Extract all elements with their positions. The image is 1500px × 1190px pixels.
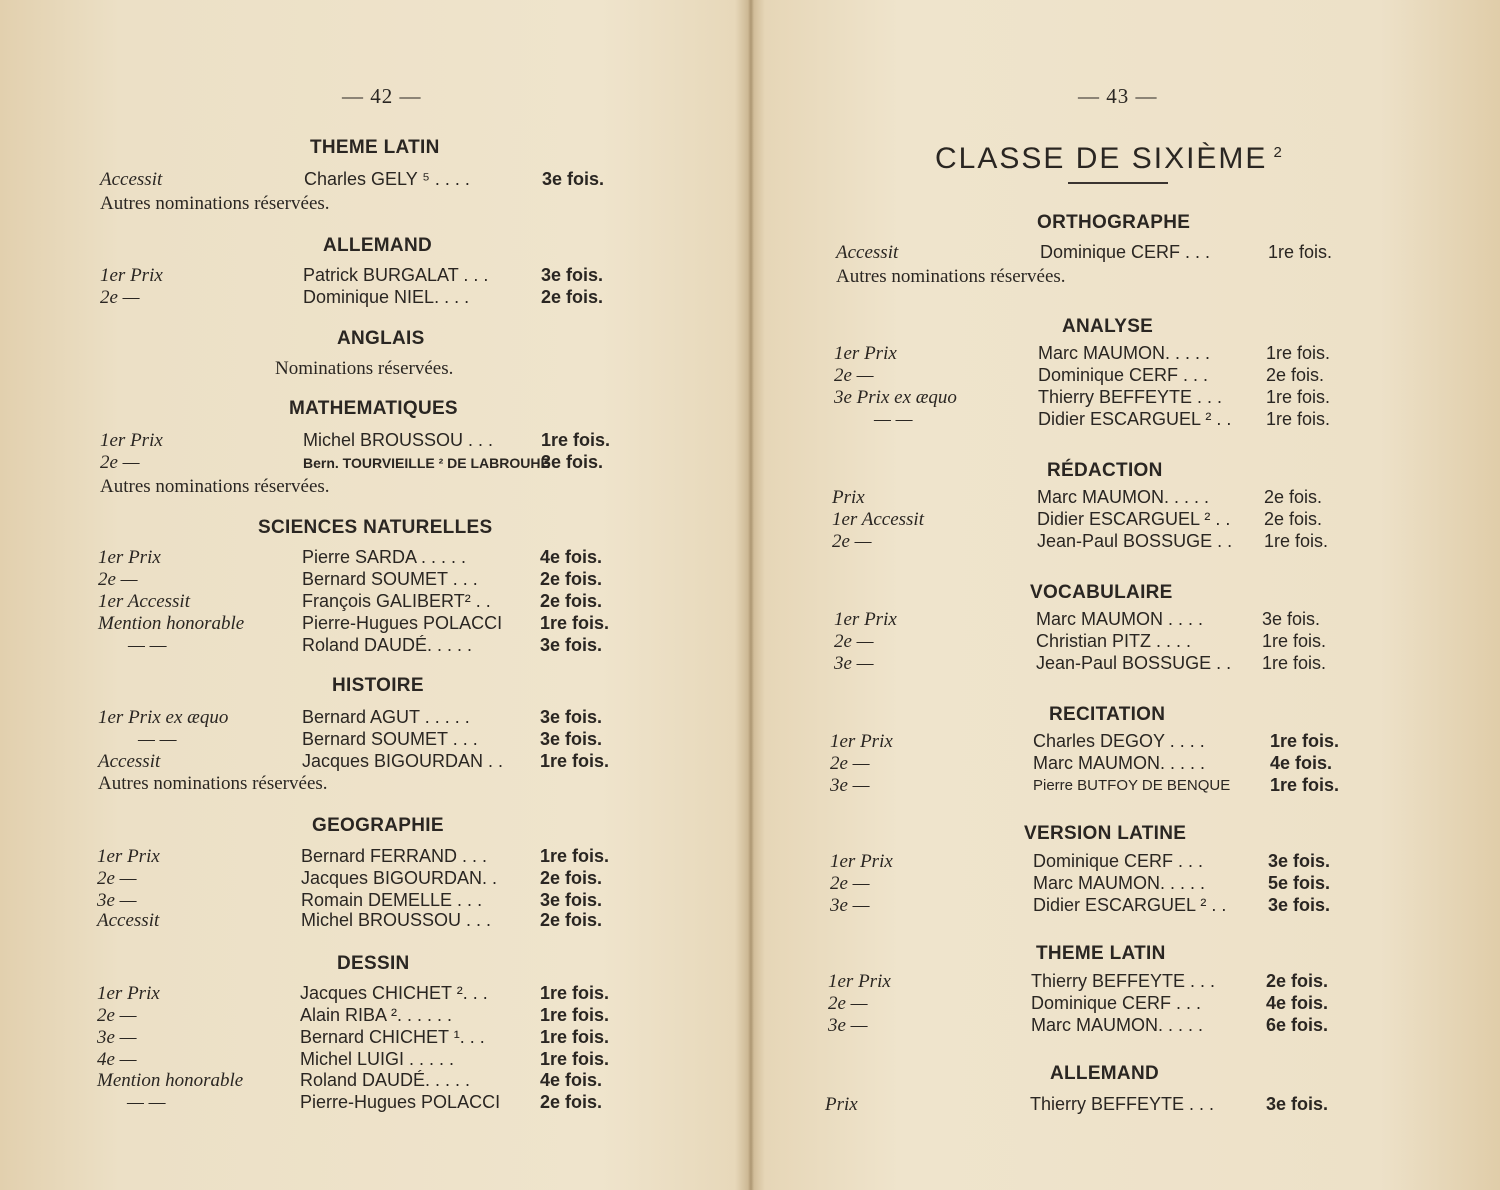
award-label: 1er Prix (98, 547, 161, 568)
award-count: 1re fois. (540, 1027, 610, 1047)
student-name: Marc MAUMON. . . . . (1033, 873, 1206, 893)
award-count: 3e fois. (540, 635, 603, 655)
award-label: 1er Prix (100, 430, 163, 451)
award-label: 2e — (97, 1005, 137, 1026)
award-count: 5e fois. (1268, 873, 1331, 893)
page-number: — 42 — (342, 84, 422, 108)
award-label: 2e — (830, 753, 870, 774)
student-name: Thierry BEFFEYTE . . . (1038, 387, 1223, 407)
student-name: Dominique NIEL. . . . (303, 287, 470, 307)
award-count: 3e fois. (540, 890, 603, 910)
award-count: 4e fois. (1270, 753, 1333, 773)
award-count: 3e fois. (540, 729, 603, 749)
student-name: Christian PITZ . . . . (1036, 631, 1192, 651)
section-heading: ALLEMAND (1050, 1063, 1159, 1084)
award-label: 2e — (828, 993, 868, 1014)
award-count: 1re fois. (1266, 387, 1331, 407)
award-count: 1re fois. (1264, 531, 1329, 551)
student-name: Jacques BIGOURDAN. . (301, 868, 498, 888)
student-name: Pierre BUTFOY DE BENQUE (1033, 777, 1231, 794)
award-count: 4e fois. (1266, 993, 1329, 1013)
student-name: Michel LUIGI . . . . . (300, 1049, 455, 1069)
award-label: 2e — (97, 868, 137, 889)
award-count: 2e fois. (540, 569, 603, 589)
page-number: — 43 — (1078, 84, 1158, 108)
section-note: Nominations réservées. (275, 358, 454, 379)
student-name: Michel BROUSSOU . . . (303, 430, 494, 450)
section-heading: MATHEMATIQUES (289, 398, 458, 419)
student-name: Didier ESCARGUEL ² . . (1038, 409, 1232, 429)
student-name: Pierre SARDA . . . . . (302, 547, 467, 567)
award-label: 1er Prix (834, 609, 897, 630)
student-name: Roland DAUDÉ. . . . . (300, 1070, 471, 1090)
student-name: Jacques CHICHET ². . . (300, 983, 488, 1003)
award-label: 1er Prix (830, 731, 893, 752)
award-label: 1er Prix (830, 851, 893, 872)
award-count: 2e fois. (1266, 971, 1329, 991)
student-name: Roland DAUDÉ. . . . . (302, 635, 473, 655)
student-name: Bernard FERRAND . . . (301, 846, 488, 866)
award-count: 1re fois. (540, 1005, 610, 1025)
page-title-text: CLASSE DE SIXIÈME (935, 142, 1268, 175)
award-label: Accessit (98, 751, 161, 772)
award-count: 4e fois. (540, 547, 603, 567)
section-note: Autres nominations réservées. (100, 193, 330, 214)
section-note: Autres nominations réservées. (100, 476, 330, 497)
section-heading: SCIENCES NATURELLES (258, 517, 493, 538)
award-count: 3e fois. (541, 452, 604, 472)
section-note: Autres nominations réservées. (836, 266, 1066, 287)
award-count: 2e fois. (540, 591, 603, 611)
award-label: 3e — (97, 890, 137, 911)
student-name: Patrick BURGALAT . . . (303, 265, 489, 285)
award-label: 3e — (97, 1027, 137, 1048)
award-label: Accessit (100, 169, 163, 190)
award-count: 1re fois. (1262, 631, 1327, 651)
section-heading: ANGLAIS (337, 328, 425, 349)
student-name: Marc MAUMON. . . . . (1033, 753, 1206, 773)
award-count: 1re fois. (540, 613, 610, 633)
student-name: Dominique CERF . . . (1033, 851, 1204, 871)
student-name: Thierry BEFFEYTE . . . (1031, 971, 1216, 991)
student-name: Bernard AGUT . . . . . (302, 707, 470, 727)
section-heading: VOCABULAIRE (1030, 582, 1173, 603)
award-label: 3e — (830, 775, 870, 796)
student-name: Michel BROUSSOU . . . (301, 910, 492, 930)
award-label: 1er Prix ex æquo (98, 707, 229, 728)
student-name: Pierre-Hugues POLACCI (300, 1092, 501, 1112)
award-count: 2e fois. (540, 1092, 603, 1112)
award-count: 2e fois. (1266, 365, 1325, 385)
student-name: Marc MAUMON. . . . . (1031, 1015, 1204, 1035)
section-heading: THEME LATIN (310, 137, 440, 158)
award-count: 3e fois. (542, 169, 605, 189)
award-count: 3e fois. (1268, 895, 1331, 915)
student-name: Alain RIBA ². . . . . . (300, 1005, 453, 1025)
section-heading: ALLEMAND (323, 235, 432, 256)
page-right (754, 0, 1500, 1190)
award-label: 1er Accessit (98, 591, 190, 612)
award-label: — — (127, 1092, 166, 1113)
section-heading: ORTHOGRAPHE (1037, 212, 1191, 233)
award-count: 1re fois. (1266, 343, 1331, 363)
award-label: Mention honorable (98, 613, 245, 634)
section-heading: GEOGRAPHIE (312, 815, 444, 836)
award-label: Accessit (836, 242, 899, 263)
student-name: Jean-Paul BOSSUGE . . (1036, 653, 1232, 673)
award-count: 3e fois. (1266, 1094, 1329, 1114)
award-label: — — (128, 635, 167, 656)
student-name: Bern. TOURVIEILLE ² DE LABROUHE (303, 455, 550, 471)
award-label: — — (138, 729, 177, 750)
award-label: 3e — (828, 1015, 868, 1036)
award-label: 3e — (830, 895, 870, 916)
student-name: François GALIBERT² . . (302, 591, 491, 611)
award-label: 2e — (98, 569, 138, 590)
award-count: 2e fois. (540, 910, 603, 930)
title-rule (1068, 182, 1168, 184)
award-label: 2e — (830, 873, 870, 894)
student-name: Dominique CERF . . . (1038, 365, 1209, 385)
award-count: 1re fois. (540, 846, 610, 866)
award-label: 2e — (832, 531, 872, 552)
award-count: 1re fois. (1268, 242, 1333, 262)
student-name: Dominique CERF . . . (1040, 242, 1211, 262)
section-heading: THEME LATIN (1036, 943, 1166, 964)
award-count: 2e fois. (540, 868, 603, 888)
award-count: 1re fois. (540, 983, 610, 1003)
section-heading: HISTOIRE (332, 675, 424, 696)
award-label: 1er Prix (97, 846, 160, 867)
award-count: 1re fois. (1266, 409, 1331, 429)
student-name: Didier ESCARGUEL ² . . (1033, 895, 1227, 915)
award-count: 1re fois. (1270, 775, 1340, 795)
award-label: 2e — (100, 452, 140, 473)
award-count: 3e fois. (1262, 609, 1321, 629)
student-name: Romain DEMELLE . . . (301, 890, 483, 910)
student-name: Bernard CHICHET ¹. . . (300, 1027, 485, 1047)
section-heading: RÉDACTION (1047, 460, 1163, 481)
student-name: Charles DEGOY . . . . (1033, 731, 1205, 751)
page-title (935, 142, 1284, 176)
award-label: 1er Accessit (832, 509, 924, 530)
student-name: Charles GELY ⁵ . . . . (304, 169, 470, 189)
student-name: Bernard SOUMET . . . (302, 569, 478, 589)
award-label: 2e — (834, 365, 874, 386)
section-note: Autres nominations réservées. (98, 773, 328, 794)
award-label: Accessit (97, 910, 160, 931)
award-count: 3e fois. (1268, 851, 1331, 871)
award-count: 6e fois. (1266, 1015, 1329, 1035)
award-label: 1er Prix (100, 265, 163, 286)
award-label: 2e — (100, 287, 140, 308)
award-label: 3e Prix ex æquo (834, 387, 957, 408)
page-left (0, 0, 748, 1190)
award-count: 1re fois. (541, 430, 611, 450)
award-label: 3e — (834, 653, 874, 674)
student-name: Pierre-Hugues POLACCI (302, 613, 503, 633)
student-name: Marc MAUMON . . . . (1036, 609, 1204, 629)
award-count: 3e fois. (540, 707, 603, 727)
award-count: 3e fois. (541, 265, 604, 285)
student-name: Jacques BIGOURDAN . . (302, 751, 504, 771)
student-name: Didier ESCARGUEL ² . . (1037, 509, 1231, 529)
award-label: Prix (825, 1094, 858, 1115)
student-name: Jean-Paul BOSSUGE . . (1037, 531, 1233, 551)
student-name: Marc MAUMON. . . . . (1038, 343, 1211, 363)
award-label: 1er Prix (97, 983, 160, 1004)
section-heading: DESSIN (337, 953, 410, 974)
section-heading: VERSION LATINE (1024, 823, 1187, 844)
award-label: 4e — (97, 1049, 137, 1070)
award-label: Prix (832, 487, 865, 508)
award-label: 1er Prix (834, 343, 897, 364)
award-count: 2e fois. (541, 287, 604, 307)
award-count: 4e fois. (540, 1070, 603, 1090)
section-heading: ANALYSE (1062, 316, 1154, 337)
section-heading: RECITATION (1049, 704, 1166, 725)
award-count: 1re fois. (1270, 731, 1340, 751)
student-name: Thierry BEFFEYTE . . . (1030, 1094, 1215, 1114)
award-count: 1re fois. (1262, 653, 1327, 673)
student-name: Marc MAUMON. . . . . (1037, 487, 1210, 507)
title-footnote: 2 (1273, 144, 1284, 161)
award-label: Mention honorable (97, 1070, 244, 1091)
student-name: Bernard SOUMET . . . (302, 729, 478, 749)
award-label: 1er Prix (828, 971, 891, 992)
award-label: — — (874, 409, 913, 430)
award-label: 2e — (834, 631, 874, 652)
award-count: 1re fois. (540, 751, 610, 771)
award-count: 2e fois. (1264, 509, 1323, 529)
award-count: 1re fois. (540, 1049, 610, 1069)
award-count: 2e fois. (1264, 487, 1323, 507)
student-name: Dominique CERF . . . (1031, 993, 1202, 1013)
